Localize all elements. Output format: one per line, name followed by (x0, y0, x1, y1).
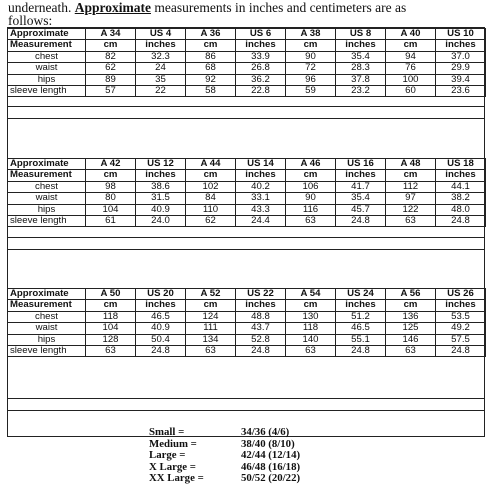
table-header-row (8, 289, 486, 300)
measurement-label-cell: waist (8, 193, 86, 204)
size-header-cell: US 14 (236, 159, 286, 170)
value-cell: 57.5 (436, 334, 486, 345)
unit-header-cell: cm (386, 300, 436, 311)
value-cell: 116 (286, 204, 336, 215)
unit-header-cell: inches (336, 300, 386, 311)
value-cell: 134 (186, 334, 236, 345)
unit-header-cell: cm (186, 170, 236, 181)
value-cell: 29.9 (436, 63, 486, 74)
unit-header-cell: cm (86, 170, 136, 181)
value-cell: 128 (86, 334, 136, 345)
value-cell: 23.6 (436, 86, 486, 97)
table-row (8, 204, 486, 215)
value-cell: 24 (136, 63, 186, 74)
table-subheader-row (8, 170, 486, 181)
value-cell: 68 (186, 63, 236, 74)
value-cell: 82 (86, 51, 136, 62)
legend-size-name: Small = (149, 426, 185, 438)
value-cell: 40.2 (236, 181, 286, 192)
table-row (8, 334, 486, 345)
size-header-cell: US 12 (136, 159, 186, 170)
value-cell: 37.0 (436, 51, 486, 62)
size-header-cell: A 56 (386, 289, 436, 300)
size-header-cell: A 52 (186, 289, 236, 300)
value-cell: 57 (86, 86, 136, 97)
value-cell: 124 (186, 311, 236, 322)
legend-size-value: 42/44 (12/14) (241, 449, 301, 462)
value-cell: 43.3 (236, 204, 286, 215)
value-cell: 38.2 (436, 193, 486, 204)
size-header-cell: US 10 (436, 29, 486, 40)
value-cell: 24.8 (436, 346, 486, 357)
legend-size-name: XX Large = (149, 472, 204, 485)
table-row (8, 181, 486, 192)
value-cell: 94 (386, 51, 436, 62)
value-cell: 63 (386, 346, 436, 357)
size-header-cell: US 22 (236, 289, 286, 300)
value-cell: 58 (186, 86, 236, 97)
measurement-label-cell: chest (8, 51, 86, 62)
separator-rule-2 (7, 118, 485, 119)
value-cell: 146 (386, 334, 436, 345)
size-legend (149, 427, 300, 485)
intro-line-1 (8, 1, 488, 14)
size-header-cell: A 50 (86, 289, 136, 300)
size-header-cell: A 36 (186, 29, 236, 40)
value-cell: 76 (386, 63, 436, 74)
value-cell: 38.6 (136, 181, 186, 192)
intro-text (8, 1, 488, 27)
size-header-cell: US 24 (336, 289, 386, 300)
measurement-label-cell: sleeve length (8, 346, 86, 357)
legend-size-value: 34/36 (4/6) (241, 426, 290, 438)
value-cell: 90 (286, 193, 336, 204)
size-header-cell: US 6 (236, 29, 286, 40)
measurement-label-cell: hips (8, 334, 86, 345)
legend-row (149, 473, 300, 485)
value-cell: 100 (386, 74, 436, 85)
unit-header-cell: cm (286, 170, 336, 181)
size-header-cell: A 34 (86, 29, 136, 40)
value-cell: 140 (286, 334, 336, 345)
header-label-cell: Measurement (8, 300, 86, 311)
size-header-cell: US 20 (136, 289, 186, 300)
unit-header-cell: cm (386, 40, 436, 51)
value-cell: 89 (86, 74, 136, 85)
unit-header-cell: cm (286, 40, 336, 51)
value-cell: 39.4 (436, 74, 486, 85)
unit-header-cell: cm (186, 300, 236, 311)
header-label-cell: Approximate (8, 289, 86, 300)
unit-header-cell: cm (386, 170, 436, 181)
unit-header-cell: inches (236, 170, 286, 181)
value-cell: 24.8 (336, 346, 386, 357)
value-cell: 92 (186, 74, 236, 85)
separator-rule-1 (7, 106, 485, 107)
value-cell: 35 (136, 74, 186, 85)
value-cell: 59 (286, 86, 336, 97)
value-cell: 33.9 (236, 51, 286, 62)
value-cell: 40.9 (136, 204, 186, 215)
value-cell: 28.3 (336, 63, 386, 74)
table-row (8, 63, 486, 74)
value-cell: 24.8 (136, 346, 186, 357)
value-cell: 55.1 (336, 334, 386, 345)
measurement-label-cell: sleeve length (8, 86, 86, 97)
unit-header-cell: cm (86, 40, 136, 51)
value-cell: 72 (286, 63, 336, 74)
value-cell: 104 (86, 204, 136, 215)
size-header-cell: A 40 (386, 29, 436, 40)
value-cell: 48.8 (236, 311, 286, 322)
value-cell: 106 (286, 181, 336, 192)
legend-size-name: Medium = (149, 437, 197, 450)
value-cell: 46.5 (336, 323, 386, 334)
size-header-cell: US 8 (336, 29, 386, 40)
measurement-label-cell: hips (8, 74, 86, 85)
header-label-cell: Measurement (8, 170, 86, 181)
legend-size-name: Large = (149, 449, 186, 462)
value-cell: 118 (86, 311, 136, 322)
legend-size-value: 46/48 (16/18) (241, 460, 301, 473)
size-header-cell: A 44 (186, 159, 236, 170)
value-cell: 60 (386, 86, 436, 97)
value-cell: 111 (186, 323, 236, 334)
size-header-cell: US 18 (436, 159, 486, 170)
header-label-cell: Approximate (8, 159, 86, 170)
measurement-label-cell: hips (8, 204, 86, 215)
separator-rule-6 (7, 410, 485, 411)
value-cell: 125 (386, 323, 436, 334)
measurement-label-cell: sleeve length (8, 216, 86, 227)
measurement-label-cell: chest (8, 181, 86, 192)
table-subheader-row (8, 300, 486, 311)
value-cell: 32.3 (136, 51, 186, 62)
value-cell: 130 (286, 311, 336, 322)
value-cell: 23.2 (336, 86, 386, 97)
value-cell: 24.0 (136, 216, 186, 227)
size-table-2 (7, 158, 486, 227)
value-cell: 48.0 (436, 204, 486, 215)
value-cell: 51.2 (336, 311, 386, 322)
measurement-label-cell: waist (8, 323, 86, 334)
separator-rule-4 (7, 249, 485, 250)
size-header-cell: A 42 (86, 159, 136, 170)
value-cell: 24.8 (236, 346, 286, 357)
value-cell: 90 (286, 51, 336, 62)
unit-header-cell: inches (136, 170, 186, 181)
value-cell: 43.7 (236, 323, 286, 334)
measurement-label-cell: waist (8, 63, 86, 74)
value-cell: 63 (286, 346, 336, 357)
unit-header-cell: inches (436, 170, 486, 181)
value-cell: 102 (186, 181, 236, 192)
value-cell: 61 (86, 216, 136, 227)
value-cell: 41.7 (336, 181, 386, 192)
value-cell: 104 (86, 323, 136, 334)
size-header-cell: A 54 (286, 289, 336, 300)
value-cell: 26.8 (236, 63, 286, 74)
value-cell: 63 (86, 346, 136, 357)
value-cell: 110 (186, 204, 236, 215)
unit-header-cell: inches (336, 40, 386, 51)
table-header-row (8, 29, 486, 40)
unit-header-cell: inches (236, 300, 286, 311)
header-label-cell: Approximate (8, 29, 86, 40)
size-header-cell: A 48 (386, 159, 436, 170)
value-cell: 80 (86, 193, 136, 204)
value-cell: 86 (186, 51, 236, 62)
unit-header-cell: cm (86, 300, 136, 311)
table-row (8, 74, 486, 85)
size-header-cell: A 38 (286, 29, 336, 40)
value-cell: 24.8 (336, 216, 386, 227)
table-row (8, 51, 486, 62)
table-row (8, 193, 486, 204)
unit-header-cell: inches (236, 40, 286, 51)
unit-header-cell: inches (336, 170, 386, 181)
separator-rule-3 (7, 237, 485, 238)
value-cell: 40.9 (136, 323, 186, 334)
value-cell: 33.1 (236, 193, 286, 204)
value-cell: 49.2 (436, 323, 486, 334)
size-table-3 (7, 288, 486, 357)
value-cell: 136 (386, 311, 436, 322)
value-cell: 45.7 (336, 204, 386, 215)
value-cell: 35.4 (336, 51, 386, 62)
value-cell: 63 (286, 216, 336, 227)
value-cell: 24.4 (236, 216, 286, 227)
value-cell: 35.4 (336, 193, 386, 204)
size-header-cell: US 4 (136, 29, 186, 40)
value-cell: 63 (386, 216, 436, 227)
value-cell: 96 (286, 74, 336, 85)
legend-size-value: 50/52 (20/22) (241, 472, 301, 485)
unit-header-cell: inches (436, 40, 486, 51)
value-cell: 44.1 (436, 181, 486, 192)
intro-emphasis: Approximate (74, 0, 151, 15)
value-cell: 37.8 (336, 74, 386, 85)
intro-line-2: follows: (8, 13, 53, 28)
value-cell: 22.8 (236, 86, 286, 97)
value-cell: 112 (386, 181, 436, 192)
value-cell: 53.5 (436, 311, 486, 322)
table-row (8, 311, 486, 322)
value-cell: 52.8 (236, 334, 286, 345)
legend-row (149, 427, 300, 439)
value-cell: 122 (386, 204, 436, 215)
value-cell: 98 (86, 181, 136, 192)
measurement-label-cell: chest (8, 311, 86, 322)
unit-header-cell: inches (136, 300, 186, 311)
value-cell: 46.5 (136, 311, 186, 322)
value-cell: 22 (136, 86, 186, 97)
table-header-row (8, 159, 486, 170)
value-cell: 62 (186, 216, 236, 227)
separator-rule-5 (7, 398, 485, 399)
table-subheader-row (8, 40, 486, 51)
table-row (8, 216, 486, 227)
value-cell: 84 (186, 193, 236, 204)
table-row (8, 323, 486, 334)
unit-header-cell: cm (186, 40, 236, 51)
size-header-cell: US 26 (436, 289, 486, 300)
value-cell: 118 (286, 323, 336, 334)
size-header-cell: US 16 (336, 159, 386, 170)
unit-header-cell: cm (286, 300, 336, 311)
table-row (8, 86, 486, 97)
value-cell: 50.4 (136, 334, 186, 345)
value-cell: 36.2 (236, 74, 286, 85)
size-header-cell: A 46 (286, 159, 336, 170)
unit-header-cell: inches (436, 300, 486, 311)
value-cell: 31.5 (136, 193, 186, 204)
value-cell: 97 (386, 193, 436, 204)
intro-pre: underneath. (8, 0, 75, 15)
size-table-1 (7, 28, 486, 97)
intro-post: measurements in inches and centimeters are as (150, 0, 407, 15)
value-cell: 62 (86, 63, 136, 74)
header-label-cell: Measurement (8, 40, 86, 51)
table-row (8, 346, 486, 357)
unit-header-cell: inches (136, 40, 186, 51)
legend-size-name: X Large = (149, 460, 196, 473)
value-cell: 24.8 (436, 216, 486, 227)
value-cell: 63 (186, 346, 236, 357)
legend-size-value: 38/40 (8/10) (241, 437, 295, 450)
